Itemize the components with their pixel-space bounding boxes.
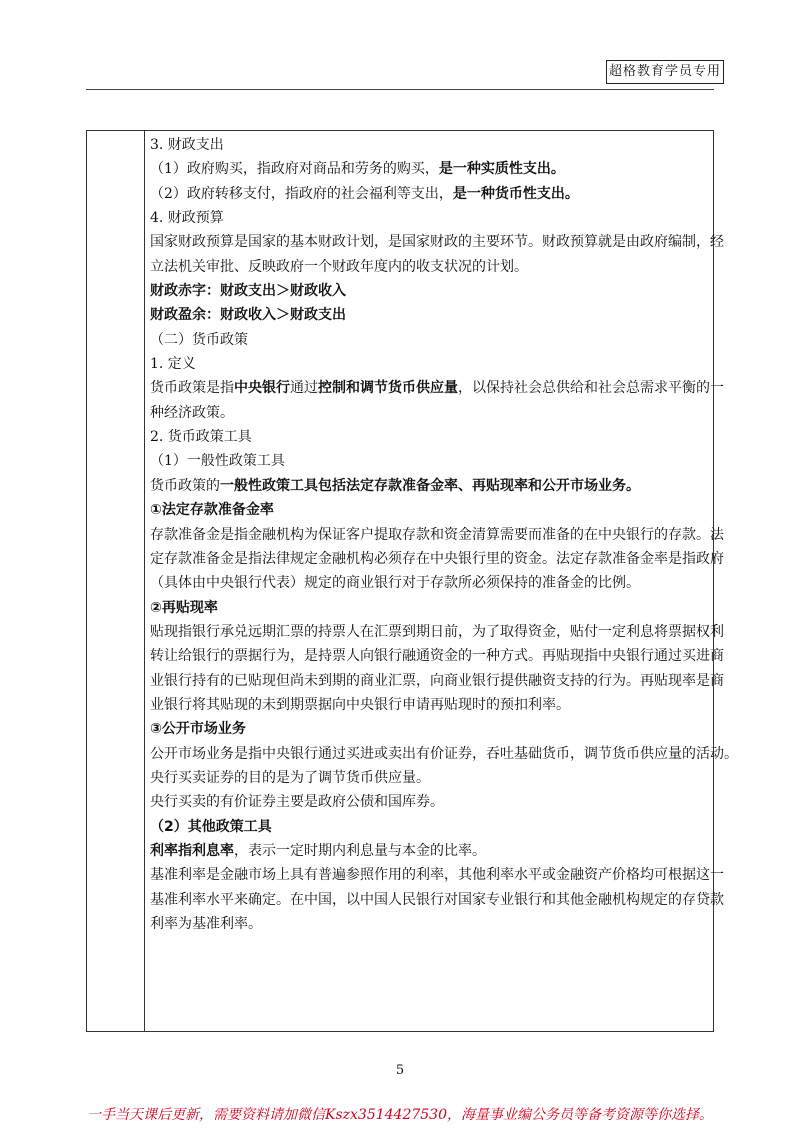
section-heading: 1. 定义 xyxy=(150,356,196,373)
paragraph-line: 利率指利息率，表示一定时期内利息量与本金的比率。 xyxy=(150,842,486,859)
paragraph-line: 存款准备金是指金融机构为保证客户提取存款和资金清算需要而准备的在中央银行的存款。法 xyxy=(150,526,724,543)
bold-line: 财政盈余：财政收入＞财政支出 xyxy=(150,307,346,324)
subsection-heading: ①法定存款准备金率 xyxy=(150,502,274,519)
paragraph-line: 业银行持有的已贴现但尚未到期的商业汇票，向商业银行提供融资支持的行为。再贴现率是商 xyxy=(150,672,724,689)
page-number: 5 xyxy=(395,1063,405,1078)
section-heading: （二）货币政策 xyxy=(150,331,248,348)
footer-notice: 一手当天课后更新，需要资料请加微信Kszx3514427530，海量事业编公务员等备考资源等你选择。 xyxy=(87,1107,713,1123)
header-rule xyxy=(86,89,714,90)
paragraph-line: 基准利率是金融市场上具有普遍参照作用的利率，其他利率水平或金融资产价格均可根据这一 xyxy=(150,867,724,884)
bold-line: 财政赤字：财政支出＞财政收入 xyxy=(150,283,346,300)
paragraph-line: 转让给银行的票据行为，是持票人向银行融通资金的一种方式。再贴现指中央银行通过买进商 xyxy=(150,648,724,665)
paragraph-line: 业银行将其贴现的未到期票据向中央银行申请再贴现时的预扣利率。 xyxy=(150,696,570,713)
section-heading: 3. 财政支出 xyxy=(150,137,224,153)
paragraph-line: 公开市场业务是指中央银行通过买进或卖出有价证券，吞吐基础货币，调节货币供应量的活动。 xyxy=(150,745,738,762)
paragraph-line: 立法机关审批、反映政府一个财政年度内的收支状况的计划。 xyxy=(150,258,528,275)
paragraph-line: （具体由中央银行代表）规定的商业银行对于存款所必须保持的准备金的比例。 xyxy=(150,575,640,592)
paragraph-line: 定存款准备金是指法律规定金融机构必须存在中央银行里的资金。法定存款准备金率是指政府 xyxy=(150,550,724,567)
section-heading: （1）一般性政策工具 xyxy=(150,453,285,470)
table-content-cell xyxy=(145,131,738,936)
paragraph-line: 种经济政策。 xyxy=(150,404,234,421)
paragraph-line: 基准利率水平来确定。在中国，以中国人民银行对国家专业银行和其他金融机构规定的存贷款 xyxy=(150,891,724,908)
paragraph-line: 货币政策的一般性政策工具包括法定存款准备金率、再贴现率和公开市场业务。 xyxy=(150,477,640,494)
content-table xyxy=(86,130,738,1032)
header-tag: 超格教育学员专用 xyxy=(606,60,724,84)
paragraph-line: 央行买卖的有价证券主要是政府公债和国库券。 xyxy=(150,794,444,811)
section-heading: 4. 财政预算 xyxy=(150,210,224,227)
paragraph-line: 国家财政预算是国家的基本财政计划，是国家财政的主要环节。财政预算就是由政府编制，经 xyxy=(150,234,724,251)
paragraph-line: （1）政府购买，指政府对商品和劳务的购买，是一种实质性支出。 xyxy=(150,161,565,178)
paragraph-line: 央行买卖证券的目的是为了调节货币供应量。 xyxy=(150,769,430,786)
table-left-column xyxy=(87,131,145,1031)
section-heading: 2. 货币政策工具 xyxy=(150,429,252,446)
paragraph-line: 贴现指银行承兑远期汇票的持票人在汇票到期日前，为了取得资金，贴付一定利息将票据权利 xyxy=(150,623,724,640)
paragraph-line: 利率为基准利率。 xyxy=(150,916,262,932)
section-heading: （2）其他政策工具 xyxy=(150,818,272,835)
paragraph-line: 货币政策是指中央银行通过控制和调节货币供应量，以保持社会总供给和社会总需求平衡的一 xyxy=(150,380,724,397)
paragraph-line: （2）政府转移支付，指政府的社会福利等支出，是一种货币性支出。 xyxy=(150,185,579,202)
subsection-heading: ②再贴现率 xyxy=(150,599,218,616)
subsection-heading: ③公开市场业务 xyxy=(150,721,246,738)
